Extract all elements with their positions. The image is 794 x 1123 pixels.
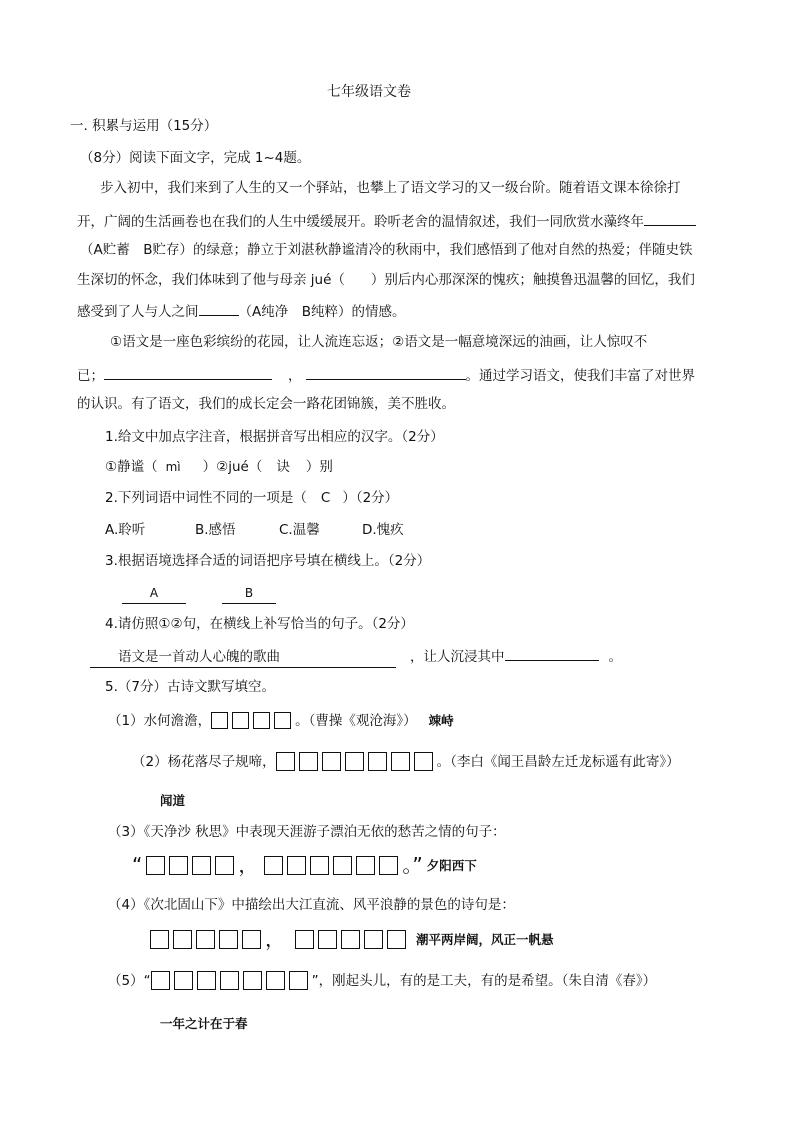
fill-blank[interactable] (104, 364, 272, 380)
answer-box[interactable] (276, 752, 295, 771)
answer-box[interactable] (368, 752, 387, 771)
q4-end: 。 (608, 649, 622, 665)
q5-item-5 (108, 971, 656, 991)
answer-box[interactable] (196, 930, 215, 949)
answer-box[interactable] (220, 971, 239, 990)
comma: ， (238, 853, 259, 877)
q2-option-b: B.感悟 (195, 522, 236, 538)
answer-box[interactable] (289, 971, 308, 990)
fill-blank[interactable] (199, 300, 239, 316)
passage-line-8: 的认识。有了语文，我们的成长定会一路花团锦簇，美不胜收。 (77, 396, 455, 412)
fill-blank[interactable] (505, 645, 599, 661)
answer-box[interactable] (391, 752, 410, 771)
q5-item-4-boxes (150, 929, 554, 950)
comma: ， (265, 927, 285, 951)
q5-5-answer: 一年之计在于春 (160, 1016, 248, 1031)
q2-answer: C (320, 490, 331, 506)
passage-line-1: 步入初中，我们来到了人生的又一个驿站，也攀上了语文学习的又一级台阶。随着语文课本徐徐打 (100, 180, 681, 196)
q1-answer-1: mì (165, 460, 181, 474)
q2-text-b: ）（2分） (342, 490, 399, 506)
q5-3-answer: 夕阳西下 (426, 858, 477, 873)
passage-line-4-text-b: ）别后内心那深深的愧疚；触摸鲁迅温馨的回忆，我们 (370, 272, 695, 288)
answer-box[interactable] (322, 752, 341, 771)
answer-box[interactable] (266, 971, 285, 990)
passage-line-2-text: 开，广阔的生活画卷也在我们的人生中缓缓展开。聆听老舍的温情叙述，我们一同欣赏水藻终年 (77, 214, 644, 230)
fill-blank[interactable] (644, 210, 696, 226)
question-1-answers (105, 457, 333, 477)
q4-mid-text: ，让人沉浸其中 (410, 649, 505, 665)
answer-box[interactable] (295, 930, 314, 949)
answer-box[interactable] (192, 856, 211, 875)
reading-intro: （8分）阅读下面文字，完成 1~4题。 (80, 150, 311, 166)
q3-answer-1-text: A (122, 583, 186, 604)
fill-blank[interactable] (306, 364, 466, 380)
q5-1-answer: 竦峙 (428, 713, 454, 728)
answer-box[interactable] (211, 712, 228, 729)
open-quote: “ (132, 853, 143, 877)
passage-line-3: （A贮蓄 B贮存）的绿意；静立于刘湛秋静谧清冷的秋雨中，我们感悟到了他对自然的热爱；伴随史铁 (80, 242, 693, 258)
answer-box[interactable] (379, 856, 398, 875)
answer-box[interactable] (219, 930, 238, 949)
passage-line-5-text-b: （A纯净 B纯粹）的情感。 (238, 304, 406, 320)
answer-box[interactable] (264, 856, 283, 875)
answer-box[interactable] (387, 930, 406, 949)
q5-1-text: （1）水何澹澹， (108, 713, 212, 729)
q5-2-answer-row (160, 791, 185, 811)
passage-line-4-text-a: 生深切的怀念，我们体味到了他与母亲 jué（ (77, 272, 345, 288)
q3-answer-2 (222, 583, 276, 604)
answer-box[interactable] (333, 856, 352, 875)
q4-answer-1: 语文是一首动人心魄的歌曲 (90, 647, 396, 668)
answer-box[interactable] (274, 712, 291, 729)
q5-item-3-boxes (132, 855, 477, 876)
answer-box[interactable] (146, 856, 165, 875)
q5-item-2 (132, 752, 680, 772)
q3-answer-2-text: B (222, 583, 276, 604)
q5-2-answer: 闻道 (160, 793, 186, 808)
q1-part-1: ①静谧（ (105, 459, 158, 475)
passage-line-7-comma: ， (288, 368, 302, 384)
page-title: 七年级语文卷 (327, 84, 411, 100)
answer-box[interactable] (215, 856, 234, 875)
answer-box[interactable] (341, 930, 360, 949)
answer-box[interactable] (356, 856, 375, 875)
question-3: 3.根据语境选择合适的词语把序号填在横线上。（2分） (105, 553, 431, 569)
answer-box[interactable] (253, 712, 270, 729)
answer-box[interactable] (174, 971, 193, 990)
q3-answer-1 (122, 583, 186, 604)
answer-box[interactable] (287, 856, 306, 875)
q5-item-3: （3）《天净沙 秋思》中表现天涯游子漂泊无依的愁苦之情的句子： (108, 824, 506, 840)
q5-item-1 (108, 711, 454, 731)
passage-line-5-text-a: 感受到了人与人之间 (77, 304, 199, 320)
q5-5-text-a: （5）“ (108, 973, 151, 989)
answer-box[interactable] (173, 930, 192, 949)
answer-box[interactable] (243, 971, 262, 990)
q5-5-text-b: ”，刚起头儿，有的是工夫，有的是希望。（朱自清《春》） (311, 973, 657, 989)
question-2 (105, 488, 398, 508)
q2-option-a: A.聆听 (105, 522, 146, 538)
q2-option-c: C.温馨 (279, 522, 320, 538)
answer-box[interactable] (169, 856, 188, 875)
answer-box[interactable] (150, 930, 169, 949)
passage-line-5 (77, 300, 406, 322)
answer-box[interactable] (197, 971, 216, 990)
q5-item-4: （4）《次北固山下》中描绘出大江直流、风平浪静的景色的诗句是： (108, 897, 515, 913)
answer-box[interactable] (310, 856, 329, 875)
q2-text-a: 2.下列词语中词性不同的一项是（ (105, 490, 307, 506)
passage-line-7-text-a: 已； (77, 368, 104, 384)
passage-line-2 (77, 210, 696, 232)
q5-4-answer: 潮平两岸阔，风正一帆悬 (416, 932, 554, 947)
q5-2-text: （2）杨花落尽子规啼， (132, 754, 276, 770)
passage-line-7 (77, 364, 695, 386)
q5-2-source: 。（李白《闻王昌龄左迁龙标遥有此寄》） (436, 754, 680, 770)
passage-line-6: ①语文是一座色彩缤纷的花园，让人流连忘返；②语文是一幅意境深远的油画，让人惊叹不 (110, 334, 648, 350)
answer-box[interactable] (364, 930, 383, 949)
q1-answer-2: 诀 (276, 459, 290, 475)
answer-box[interactable] (232, 712, 249, 729)
q1-part-3: ）别 (305, 459, 333, 475)
answer-box[interactable] (299, 752, 318, 771)
q1-part-2: ）②jué（ (202, 459, 263, 475)
q5-5-answer-row (160, 1014, 248, 1034)
answer-box[interactable] (318, 930, 337, 949)
close-quote: 。” (402, 853, 423, 877)
answer-box[interactable] (345, 752, 364, 771)
question-4: 4.请仿照①②句，在横线上补写恰当的句子。（2分） (105, 616, 414, 632)
section-heading: 一. 积累与运用（15分） (70, 118, 218, 134)
q5-1-source: 。（曹操《观沧海》） (295, 713, 417, 729)
q4-answer-line (90, 645, 622, 668)
question-5: 5.（7分）古诗文默写填空。 (105, 679, 275, 695)
answer-box[interactable] (151, 971, 170, 990)
q2-option-d: D.愧疚 (362, 522, 404, 538)
passage-line-4 (77, 270, 695, 290)
question-1: 1.给文中加点字注音，根据拼音写出相应的汉字。（2分） (105, 429, 444, 445)
answer-box[interactable] (242, 930, 261, 949)
answer-box[interactable] (414, 752, 433, 771)
passage-line-7-text-c: 。通过学习语文，使我们丰富了对世界 (465, 368, 695, 384)
